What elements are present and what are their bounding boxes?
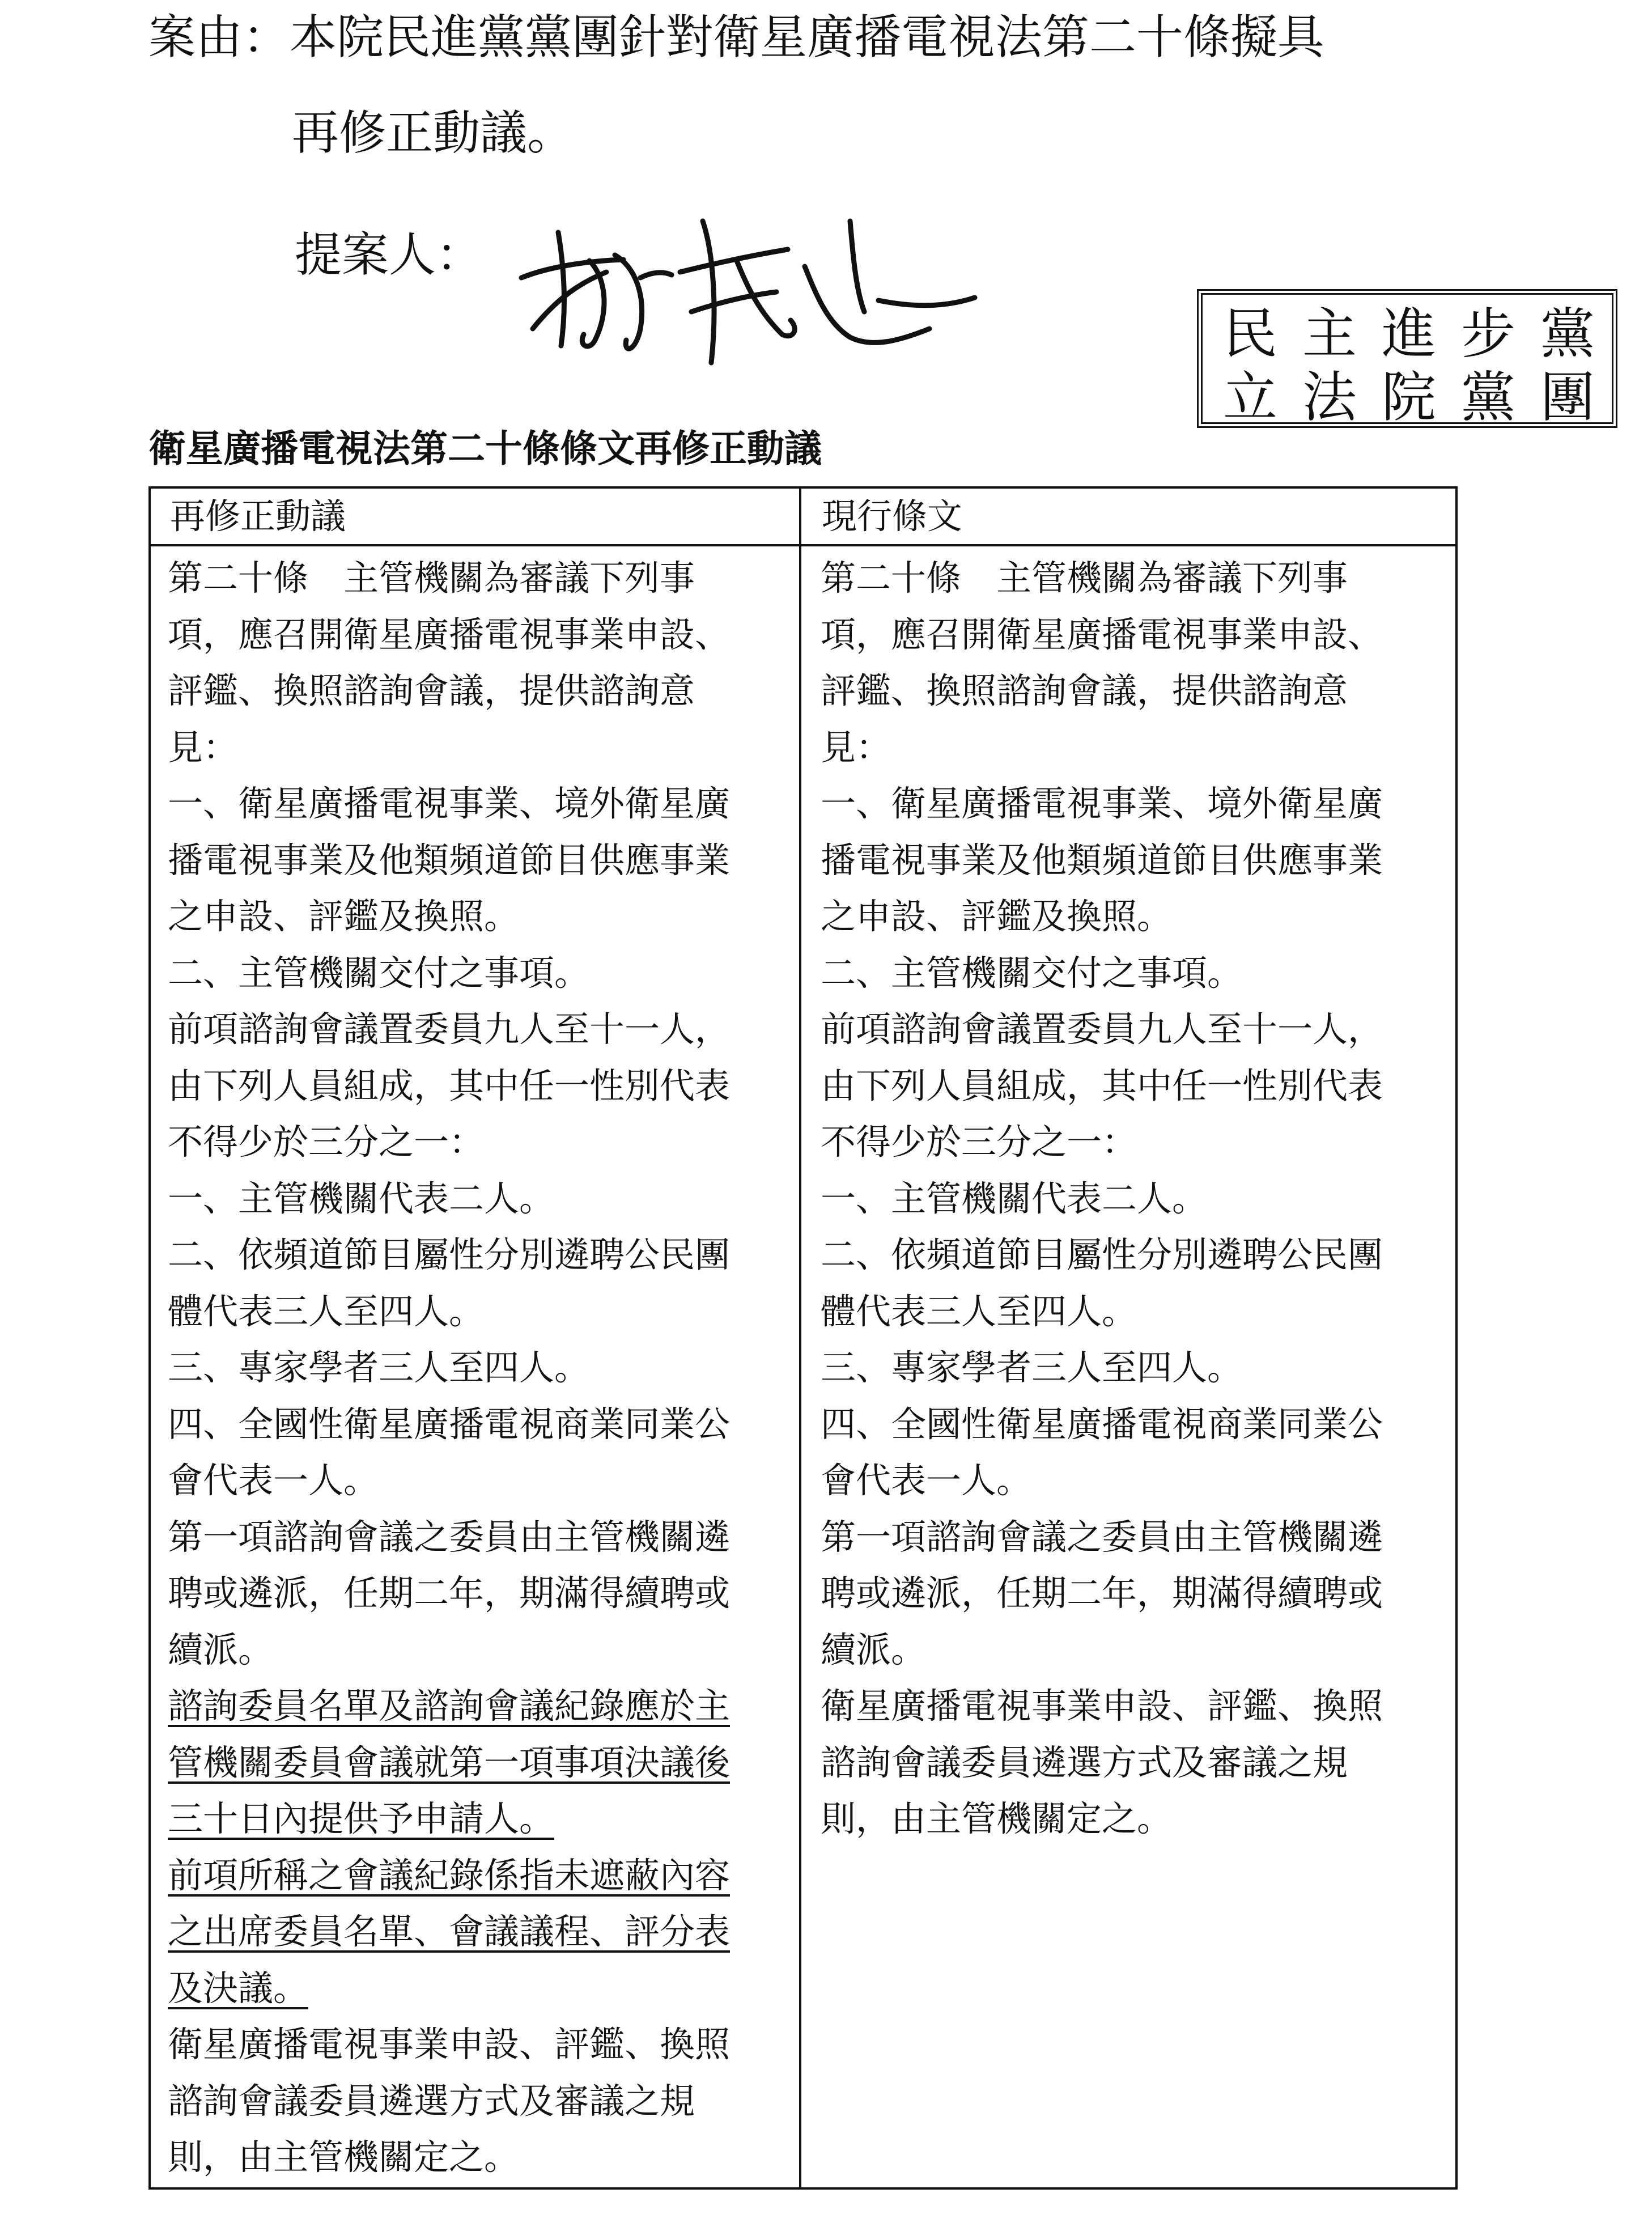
- case-subject-line: 案由：本院民進黨黨團針對衛星廣播電視法第二十條擬具: [148, 10, 1324, 65]
- text-line: 諮詢會議委員遴選方式及審議之規: [168, 2080, 695, 2122]
- text-line: 一、衛星廣播電視事業、境外衛星廣: [168, 783, 731, 824]
- table-title: 衛星廣播電視法第二十條條文再修正動議: [148, 427, 822, 470]
- amended-text-line: 三十日內提供予申請人。: [168, 1798, 555, 1839]
- text-line: 第一項諮詢會議之委員由主管機關遴: [821, 1516, 1383, 1558]
- text-line: 第二十條 主管機關為審議下列事: [821, 557, 1348, 599]
- case-subject-continuation: 再修正動議。: [292, 105, 574, 160]
- text-line: 不得少於三分之一：: [168, 1121, 485, 1163]
- seal-char: 院: [1382, 365, 1436, 429]
- party-caucus-seal: [1197, 289, 1617, 428]
- text-line: 二、主管機關交付之事項。: [168, 952, 590, 994]
- column-divider: [799, 489, 801, 2187]
- seal-char: 立: [1223, 365, 1277, 429]
- text-line: 會代表一人。: [168, 1460, 379, 1501]
- text-line: 二、依頻道節目屬性分別遴聘公民團: [168, 1234, 731, 1275]
- text-line: 項，應召開衛星廣播電視事業申設、: [168, 613, 731, 655]
- text-line: 見：: [821, 726, 891, 768]
- text-line: 體代表三人至四人。: [168, 1290, 485, 1332]
- comparison-table: [148, 486, 1458, 2190]
- text-line: 衛星廣播電視事業申設、評鑑、換照: [168, 2024, 731, 2065]
- handwritten-signature: [510, 198, 986, 385]
- header-amendment: 再修正動議: [170, 495, 346, 537]
- text-line: 評鑑、換照諮詢會議，提供諮詢意: [821, 670, 1348, 711]
- current-text-column: [821, 550, 1450, 1847]
- amended-text-line: 前項所稱之會議紀錄係指未遮蔽內容: [168, 1854, 731, 1896]
- text-line: 諮詢會議委員遴選方式及審議之規: [821, 1741, 1348, 1783]
- text-line: 項，應召開衛星廣播電視事業申設、: [821, 613, 1383, 655]
- text-line: 四、全國性衛星廣播電視商業同業公: [821, 1403, 1383, 1445]
- header-current-text: 現行條文: [822, 495, 963, 537]
- text-line: 二、主管機關交付之事項。: [821, 952, 1243, 994]
- text-line: 則，由主管機關定之。: [168, 2136, 520, 2178]
- text-line: 二、依頻道節目屬性分別遴聘公民團: [821, 1234, 1383, 1275]
- text-line: 前項諮詢會議置委員九人至十一人，: [168, 1008, 731, 1050]
- proposer-label: 提案人：: [295, 227, 483, 282]
- text-line: 三、專家學者三人至四人。: [821, 1347, 1243, 1388]
- text-line: 會代表一人。: [821, 1460, 1032, 1501]
- text-line: 一、主管機關代表二人。: [821, 1177, 1208, 1219]
- text-line: 衛星廣播電視事業申設、評鑑、換照: [821, 1685, 1383, 1727]
- seal-char: 黨: [1540, 302, 1595, 366]
- text-line: 見：: [168, 726, 239, 768]
- text-line: 播電視事業及他類頻道節目供應事業: [168, 839, 731, 881]
- text-line: 前項諮詢會議置委員九人至十一人，: [821, 1008, 1383, 1050]
- text-line: 由下列人員組成，其中任一性別代表: [821, 1064, 1383, 1106]
- seal-char: 進: [1382, 302, 1436, 366]
- amended-text-line: 管機關委員會議就第一項事項決議後: [168, 1741, 731, 1783]
- text-line: 聘或遴派，任期二年，期滿得續聘或: [168, 1572, 731, 1614]
- text-line: 由下列人員組成，其中任一性別代表: [168, 1064, 731, 1106]
- text-line: 第二十條 主管機關為審議下列事: [168, 557, 695, 599]
- text-line: 續派。: [168, 1628, 274, 1670]
- seal-char: 主: [1302, 302, 1357, 366]
- seal-char: 團: [1540, 365, 1595, 429]
- text-line: 之申設、評鑑及換照。: [821, 896, 1173, 937]
- text-line: 一、衛星廣播電視事業、境外衛星廣: [821, 783, 1383, 824]
- seal-char: 民: [1223, 302, 1277, 366]
- text-line: 之申設、評鑑及換照。: [168, 896, 520, 937]
- amendment-column: [168, 550, 797, 2186]
- seal-char: 黨: [1461, 365, 1515, 429]
- text-line: 四、全國性衛星廣播電視商業同業公: [168, 1403, 731, 1445]
- amended-text-line: 及決議。: [168, 1967, 309, 2009]
- text-line: 聘或遴派，任期二年，期滿得續聘或: [821, 1572, 1383, 1614]
- seal-char: 法: [1302, 365, 1357, 429]
- text-line: 不得少於三分之一：: [821, 1121, 1137, 1163]
- text-line: 播電視事業及他類頻道節目供應事業: [821, 839, 1383, 881]
- text-line: 評鑑、換照諮詢會議，提供諮詢意: [168, 670, 695, 711]
- text-line: 第一項諮詢會議之委員由主管機關遴: [168, 1516, 731, 1558]
- seal-char: 步: [1461, 302, 1515, 366]
- text-line: 續派。: [821, 1628, 927, 1670]
- header-divider: [151, 544, 1455, 546]
- amended-text-line: 諮詢委員名單及諮詢會議紀錄應於主: [168, 1685, 731, 1727]
- text-line: 三、專家學者三人至四人。: [168, 1347, 590, 1388]
- text-line: 一、主管機關代表二人。: [168, 1177, 555, 1219]
- text-line: 則，由主管機關定之。: [821, 1798, 1173, 1839]
- text-line: 體代表三人至四人。: [821, 1290, 1137, 1332]
- amended-text-line: 之出席委員名單、會議議程、評分表: [168, 1911, 731, 1952]
